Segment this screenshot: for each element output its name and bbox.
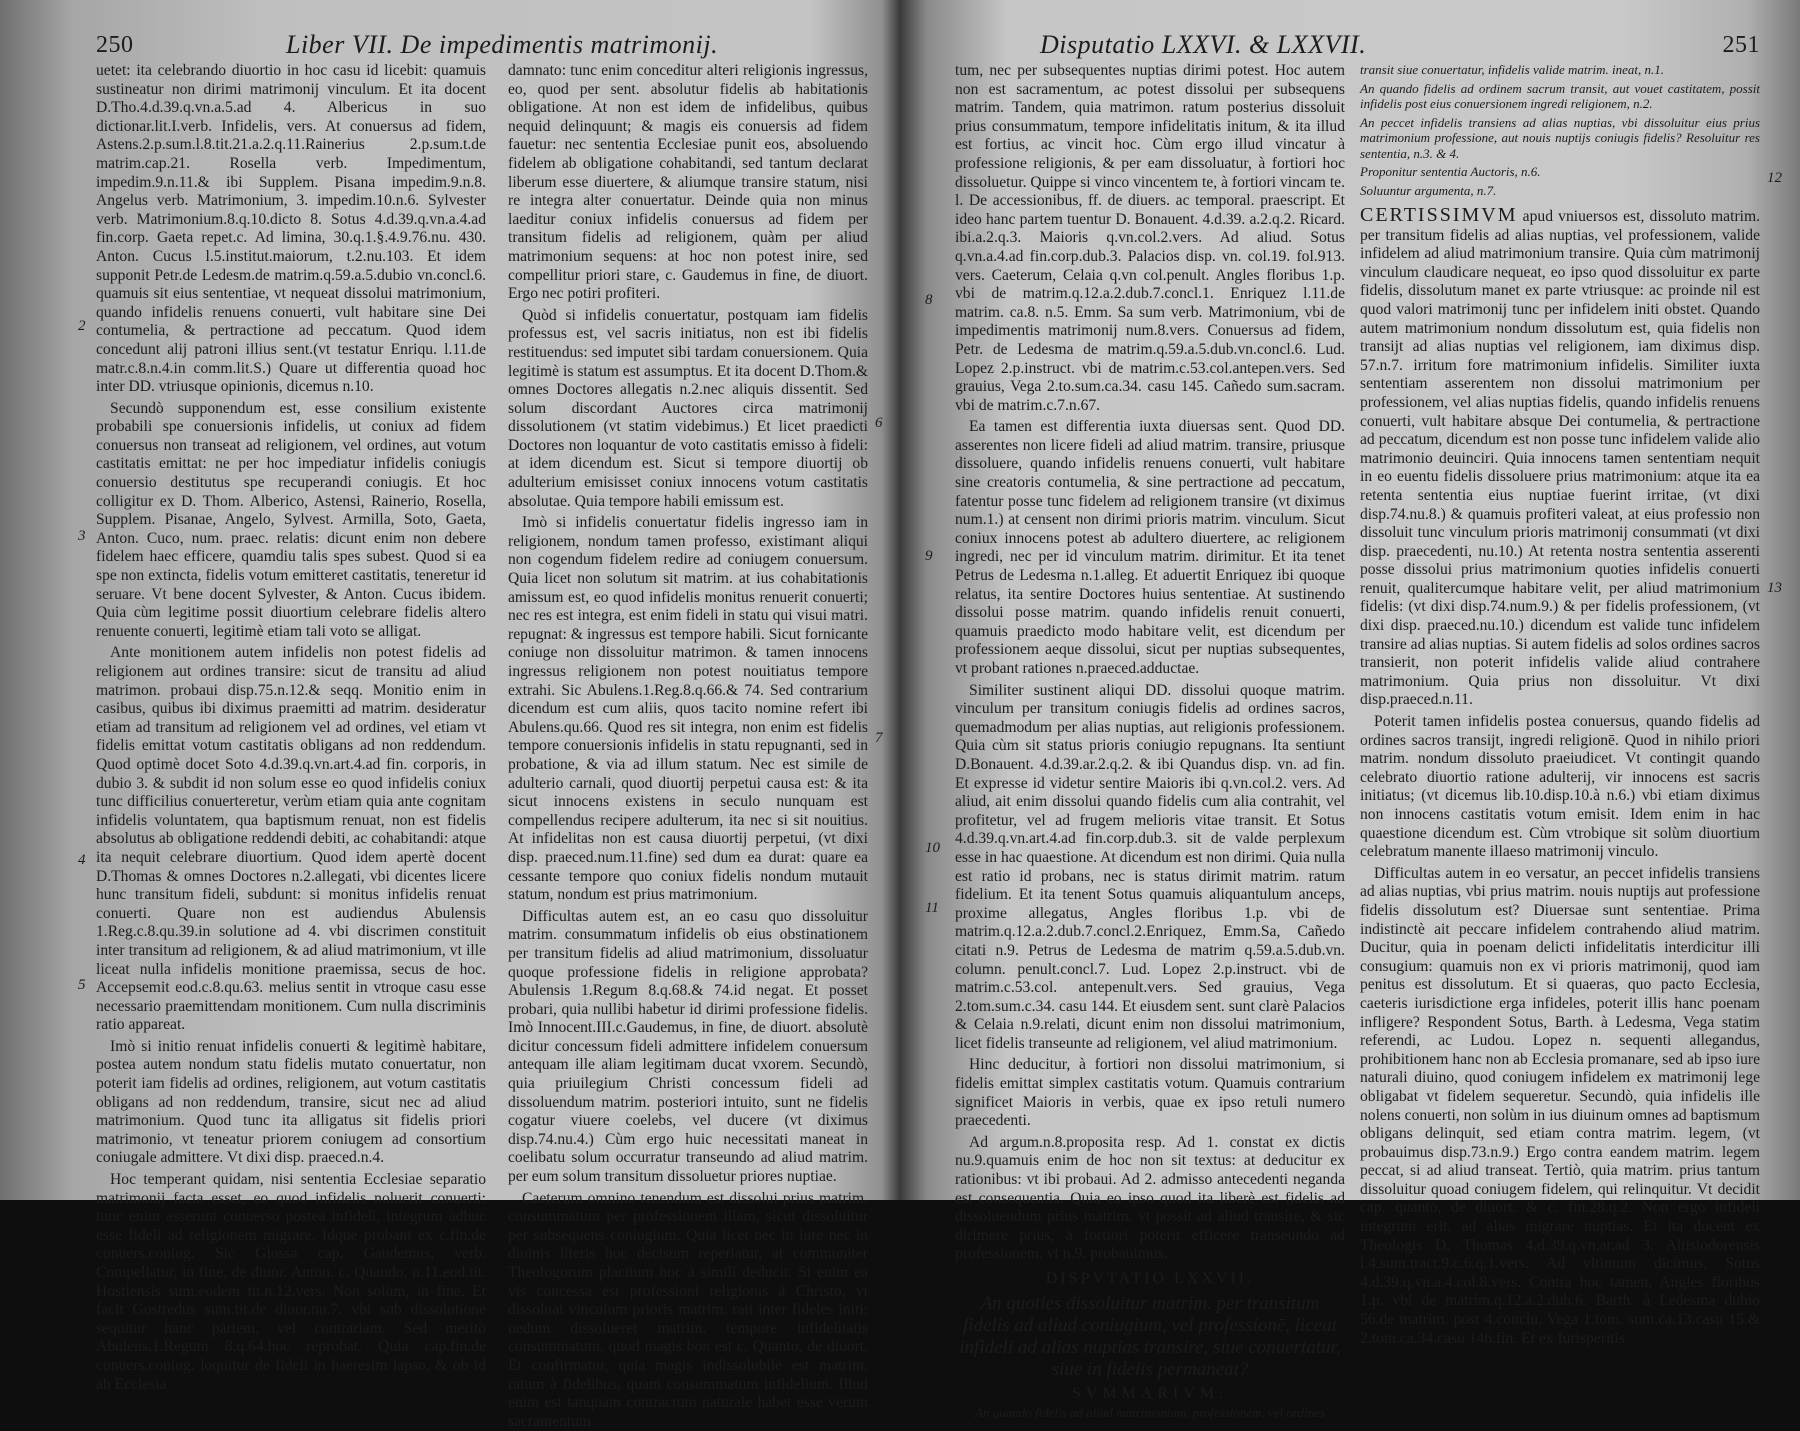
summarium-first-line: An quando fidelis ad aliud matrimonium, professionem, vel ordines xyxy=(974,1405,1326,1421)
margin-number: 8 xyxy=(925,292,933,308)
paragraph: Ea tamen est differentia iuxta diuersas sent. Quod DD. asserentes non licere fideli ad aliud matrim. transire, priusque dissoluere, quando infidelis renuens conuerti, vult habitare sine creatoris contumelia, & sine pertractione ad peccatum, fatentur posse tunc fidelem ad religionem transire (vt diximus num.1.) at censent non dirimi prioris matrim. vinculum. Sicut coniux innocens potest ab adultero diuertere, ac religionem ingredi, nec per id vinculum matrim. dirimitur. Et ita tenet Petrus de Ledesma n.1.alleg. Et aduertit Enriquez ibi quoque relatus, ita sentire Doctores huius sententiae. At sustinendo dissolui posse matrim. quando infidelis renuit conuerti, quamuis praedicto modo habitare velit, est dicendum per professionem aeque dissolui, sicut per nuptias subsequentes, vt probant rationes n.praeced.adductae. xyxy=(955,418,1345,677)
paragraph: Difficultas autem in eo versatur, an peccet infidelis transiens ad alias nuptias, vbi prius matrim. nouis nuptijs aut professione fidelis dissolutum est? Diuersae sunt sententiae. Prima indistinctè ait peccare infidelem contrahendo aliud matrim. Ducitur, quia in poenam delicti infidelitatis interdicitur illi consugium: quamuis non ex vi prioris matrimonij, quod iam penitus est dissolutum. Et si quaeras, quo pacto Ecclesia, caeteris iurisdictione erga infideles, poterit illis hanc poenam infligere? Respondent Sotus, Barth. à Ledesma, Vega statim referendi, ac Ludou. Lopez n. sequenti allegandus, prohibitionem hanc non ab Ecclesia promanare, sed ab ipso iure naturali diuino, quod coniugem infidelem ex matrimonij lege obligabat vt fidelem sequeretur. Secundò, quia infidelis ille nolens conuerti, non solùm in ius diuinum omnes ad baptismum obligans delinquit, sed etiam contra matrim. legem, (vt probauimus disp.73.n.9.) Ergo contra eandem matrim. legem peccat, si ad aliud transeat. Tertiò, quia matrim. prius tantum dissoluitur quoad coniugem fidelem, qui relinquitur. Vt decidit cap. quanto, de diuort. & c. fin.28.q.2. Non ergo infideli integrum erit, ad alias migrare nuptias. Et ita docent ex Theologis D. Thomas 4.d.39.q.vn.ar.ad 3. Altisiodorensis l.4.sum.tract.9.c.6.q.1.vers. Ad vltimum dicimus, Sotus 4.d.39.q.vn.a.4.col.8.vers. Contra hoc tamen, Angles floribus 1.p. vbi de matrim.q.12.a.2.dub.6. Barth. à Ledesma dubio 56.de matrim. post 4.conclu. Vega 1.tom. sum.ca.13.casu 15.& 2.tom.ca.34.casu 146.fin. Et ex Iurisperitis xyxy=(1360,864,1760,1347)
margin-number: 12 xyxy=(1767,170,1782,186)
paragraph: Ante monitionem autem infidelis non potest fidelis ad religionem aut ordines transire: sicut de transitu ad aliud matrimon. probaui disp.75.n.12.& seqq. Monitio enim in casibus, quibus ibi diximus praemitti ad matrim. desideratur etiam ad transitum ad religionem vel ad ordines, vel etiam vt fidelis emittat votum castitatis obligans ad non reddendum. Quod optimè docet Soto 4.d.39.q.vn.art.4.ad fin. corporis, in dubio 3. & subdit id non solum esse eo quod infidelis coniux tunc difficilius conuerteretur, verùm etiam quia ante cognitam infidelis voluntatem, qua baptismum renuat, non est fidelis absolutus ab obligatione reddendi debiti, ac cohabitandi: atque ita nequit celebrare diuortium. Quod idem apertè docent D.Thomas & omnes Doctores n.2.allegati, vbi dicentes licere hunc transitum fideli, subdunt: si monitus infidelis renuat conuerti. Quare non est audiendus Abulensis 1.Reg.c.8.qu.39.in solutione ad 4. vbi discrimen constituit inter transitum ad religionem, & ad aliud matrimonium, vt ille liceat nulla infidelis monitione praemissa, secus de hoc. Accepsemit eod.c.8.qu.63. melius sentit in vtroque casu esse necessario praemittendam monitionem. Cum nulla discriminis ratio appareat. xyxy=(96,644,486,1034)
opening-word: CERTISSIMVM xyxy=(1360,204,1518,226)
margin-number: 3 xyxy=(78,528,86,544)
paragraph: Hoc temperant quidam, nisi sententia Ecclesiae separatio matrimonij facta esset, eo quod infidelis noluerit conuerti: tunc enim asserunt conuerso postea infideli, integrum adhuc esse fideli ad religionem migrare. Idque probant ex c.fin.de conuers.coniug. Sic Glossa cap. Gaudemus, verb. Compellatur, in fine, de diuor. Anton. c. Quando, n.11.eod.tit. Hostiensis sum.eodem tit.n.12.vers. Non solùm, in fine. Et facit Gostredus sum.tit.de diuor.nu.7. vbi sub dissolutione sequitur hanc partem, vel contrariam. Sed meritò Abulens.1.Regum 8.q.64.hoc reprobat. Quia cap.fin.de conuers.coniug. loquitur de fideli in haeresim lapso, & ob id ab Ecclesia xyxy=(96,1171,486,1393)
right-page xyxy=(905,0,1800,1421)
paragraph: Caeterum omnino tenendum est dissolui prius matrim. consummatum per professionem illam, sicut dissoluitur per subsequens coniugium. Quia licet nec in iure nec in diuinis literis hoc decisum reperiatur, at communiter Theologorum placitum hoc à simili deducit. Si enim ea vis concessa est professioni religionis à Christo, vt dissoluat vinculum prioris matrim. rati inter fideles initi: nedum dissolueret matrim. tempore infidelitatis consummatum, quod magis bon est c. Quanto, de diuort. Et confirmatur, quia magis indissolubile est matrim. ratum à fidelibus, quam consummatum infidelium. Illud enim est tanquam contractum naturale habet esse verum sacramentum xyxy=(508,1189,868,1430)
paragraph: Poterit tamen infidelis postea conuersus, quando fidelis ad ordines sacros transijt, ingredi religionē. Quod in nihilo priori matrim. nondum dissoluto praeiudicet. Vt contingit quando celebrato diuortio ratione adulterij, vir innocens est sacris initiatus; (vt dicemus lib.10.disp.10.à n.6.) vbi etiam diximus non innocens castitatis votum emisit. Idem enim in hac quaestione dicendum est. Cùm vtrobique sit solùm diuortium celebratum manente illaeso matrimonij vinculo. xyxy=(1360,713,1760,861)
left-page-number: 250 xyxy=(96,32,134,58)
margin-number: 7 xyxy=(875,730,883,746)
paragraph: Similiter sustinent aliqui DD. dissolui quoque matrim. vinculum per transitum coniugis fidelis ad ordines sacros, quemadmodum per alias nuptias, aut religionis professionem. Quia cùm sit status prioris coniugio repugnans. Ita sentiunt D.Bonauent. 4.d.39.ar.2.q.2. & ibi Quandus disp. vn. ad fin. Et expresse id videtur sentire Maioris ibi q.vn.col.2. vers. Ad aliud, ait enim dissolui quando fidelis cum alia contrahit, vel profitetur, vel ad frugem melioris vitae transit. Et Sotus 4.d.39.q.vn.art.4.ad fin.corp.dub.3. sit de valde perplexum esse in hac quaestione. At dicendum est non dirimi. Quia nulla est ratio id probans, nec is status dirimit matrim. ratum fidelium. Et ita tenent Sotus quamuis aliquantulum anceps, proxime allegatus, Angles floribus 1.p. vbi de matrim.q.12.a.2.dub.7.concl.2.Enriquez, Emm.Sa, Cañedo citati n.9. Petrus de Ledesma de matrim q.59.a.5.dub.vn. column. penult.concl.7. Lud. Lopez 2.p.instruct. vbi de matrim.c.53.col. antepenult.vers. Sed grauius, Vega 2.tom.sum.c.34. casu 144. Et eiusdem sent. sunt clarè Palacios & Celaia n.9.relati, dicunt enim non dissolui matrimonium, licet fidelis transeunte ad religionem, vel aliud matrimonium. xyxy=(955,681,1345,1052)
summary-item: transit siue conuertatur, infidelis valide matrim. ineat, n.1. xyxy=(1360,62,1665,77)
disputation-77-heading: DISPVTATIO LXXVII. xyxy=(1045,1270,1255,1287)
disputation-77-question: An quoties dissoluitur matrim. per transitum fidelis ad aliud coniugium, vel professionē, liceat infideli ad alias nuptias transire, siue conuertatur, siue in fidelis permaneat? xyxy=(959,1292,1341,1380)
left-running-title: Liber VII. De impedimentis matrimonij. xyxy=(286,30,719,59)
paragraph: damnato: tunc enim conceditur alteri religionis ingressus, eo, quod per sent. absolutur fidelis ab habitationis obligatione. At non est idem de infidelibus, quibus nequid delinquunt; & magis eis conuersis ad fidem fauetur: nec sententia Ecclesiae punit eos, absoluendo fidelem ab obligatione cohabitandi, sed tantum declarat liberum esse diuertere, & aliumque transire statum, nisi re integra alter conuertatur. Deinde quia non minus laeditur coniux infidelis conuersus ad fidem per transitum fidelis ad religionem, quàm per aliud matrimonium sequens: at hoc non potest inire, sed compellitur priori stare, c. Gaudemus in fine, de diuort. Ergo nec potiri profiteri. xyxy=(508,62,868,303)
opening-text: apud vniuersos est, dissoluto matrim. per transitum fidelis ad alias nuptias, vel professionem, valide infidelem ad aliud matrimonium transire. Quia cùm matrimonij vinculum claudicare nequeat, eo ipso quod dissoluitur ex parte fidelis, dissolutum manet ex parte vtriusque: ac proinde nil est quod valori matrimonij tunc per infidelem initi obstet. Quando autem matrimonium nondum dissolutum est, quia fidelis non transijt ad alias nuptias vel religionem, iam diximus disp. 57.n.7. irritum fore matrimonium infidelis. Similiter iuxta sententiam asserentem non dissolui matrimonium per professionem, vel alias nuptias fidelis, quando infidelis renuens conuerti, vult habitare absque Dei contumelia, & pertractione ad peccatum, dicendum est non posse tunc infidelem valide alio matrimonio deuinciri. Quia innocens tamen sententiam nequit in eo euentu fidelis dissoluere prius matrimonium: atque ita ea retenta sententia eius nuptiae fuerint irritae, (vt dixi disp.74.nu.8.) & quamuis profiteri valeat, at eius professio non dissoluit tunc vinculum prioris matrimonij consummati (vt dixi disp. praecedenti, nu.10.) At retenta nostra sententia asserenti posse dissolui prius matrimonium quoties infidelis conuerti renuit, qualitercumque habitare velit, per aliud matrimonium fidelis: (vt dixi disp.74.num.9.) & per fidelis professionem, (vt dixi disp. praeced.nu.10.) dicendum est valide tunc infidelem transire ad alias nuptias. Si autem fidelis ad solos ordines sacros transierit, non poterit infidelis valide aliud contrahere matrimonium. Quia prius non dissoluitur. Vt dixi disp.praeced.n.11. xyxy=(1360,208,1760,709)
margin-number: 13 xyxy=(1767,580,1782,596)
paragraph: Imò si infidelis conuertatur fidelis ingresso iam in religionem, nondum tamen professo, existimant aliqui non cogendum fidelem redire ad coniugem conuersum. Quia licet non solutum sit matrim. at ius cohabitationis amissum est, eo quod infidelis monitus renuerit conuerti; nec res est integra, est enim fideli in statu qui visui matri. repugnat: & ingressus est tempore habili. Sicut fornicante coniuge non dissoluitur matrimon. & tamen innocens ingressus religionem non potest nouitiatus tempore extrahi. Sic Abulens.1.Reg.8.q.66.& 74. Sed contrarium dicendum est cum aliis, quos tacito nomine refert ibi Abulens.qu.66. Quod res sit integra, non enim est fidelis tempore conuersionis infidelis in statu repugnanti, sed in probatione, & via ad illum statum. Nec est simile de adulterio carnali, quod diuortij perpetui causa est: & ita sicut innocens existens in seculo nunquam est compellendus recipere adulterum, ita nec si sit nouitius. At infidelitas non est causa diuortij perpetui, (vt dixi disp. praeced.num.11.fine) sed dum ea durat: quare ea cessante tempore quo coniux fidelis nondum mutauit statum, nondum est prius matrimonium. xyxy=(508,514,868,904)
margin-number: 6 xyxy=(875,415,883,431)
margin-number: 9 xyxy=(925,548,933,564)
paragraph xyxy=(1360,206,1760,710)
right-running-title: Disputatio LXXVI. & LXXVII. xyxy=(1040,30,1367,59)
left-page xyxy=(0,0,895,1430)
paragraph: Difficultas autem est, an eo casu quo dissoluitur matrim. consummatum infidelis ob eius obstinationem per transitum fidelis ad aliud matrimonium, dissoluatur quoque professione fidelis in religione approbata? Abulensis 1.Regum 8.q.68.& 74.id negat. Et posset probari, quia nullibi habetur id dirimi professione fidelis. Imò Innocent.III.c.Gaudemus, in fine, de diuort. absolutè dicitur concessum fideli admittere infidelem conuersum antequam ille aliam legitimam ducat vxorem. Secundò, quia priuilegium Christi concessum fideli ad dissoluendum matrim. posteriori intuito, sunt ne fidelis cogatur viuere coelebs, vel ducere (vt diximus disp.74.nu.4.) Cùm ergo huic necessitati maneat in coelibatu solum occurratur transeundo ad aliud matrim. per eum solum transitum dissoluetur priores nuptiae. xyxy=(508,907,868,1186)
summary-item: Proponitur sententia Auctoris, n.6. xyxy=(1360,164,1541,179)
paragraph: Quòd si infidelis conuertatur, postquam iam fidelis professus est, vel sacris initiatus, non est ibi fidelis restituendus: sed imputet sibi tardam conuersionem. Quia legitimè is statum est assumptus. Et ita docent D.Thom.& omnes Doctores allegatis n.2.nec aliquis dissentit. Sed solum discordant Auctores circa matrimonij dissolutionem (vt statim videbimus.) Et licet praedicti Doctores non loquantur de voto castitatis emisso à fideli: at idem dicendum est. Sicut si tempore diuortij ob adulterium emisisset coniux innocens votum castitatis absolutae. Quia tempore habili emissum est. xyxy=(508,306,868,510)
right-column-2 xyxy=(1360,62,1760,1347)
summary-item: Soluuntur argumenta, n.7. xyxy=(1360,182,1497,198)
summarium-label: SVMMARIVM. xyxy=(1071,1384,1229,1402)
margin-number: 10 xyxy=(925,840,940,856)
margin-number: 5 xyxy=(78,977,86,993)
paragraph: tum, nec per subsequentes nuptias dirimi potest. Hoc autem non est sacramentum, ac potest dissolui per subsequens matrim. Tandem, quia matrimon. ratum posterius dissoluit prius consummatum, tempore infidelitatis initum, & ita illud est fortius, ac vincit hoc. Cùm ergo illud vincatur à professione religionis, & per eam dissoluatur, à fortiori hoc dissoluetur. Quippe si vinco vincentem te, à fortiori vincam te. l. De accessionibus, ff. de diuers. ac temporal. praescript. Et ideo hanc partem tuentur D. Bonauent. 4.d.39. a.2.q.2. Ricard. ibi.a.2.q.3. Maioris q.vn.col.2.vers. Ad aliud. Sotus q.vn.a.4.ad fin.corp.dub.3. Palacios disp. vn. col.19. fol.913. vers. Caeterum, Celaia q.vn col.penult. Angles floribus 1.p. vbi de matrim.q.12.a.2.dub.7.concl.1. Enriquez l.11.de matrim. ca.8. n.5. Emm. Sa sum verb. Matrimonium, vbi de impedimentis matrimonij num.8.vers. Conuersus ad fidem, Petr. de Ledesma de matrim.q.59.a.5.dub.vn.concl.6. Lud. Lopez 2.p.instruct. vbi de matrim.c.53.col.antepen.vers. Sed grauius, Vega 2.to.sum.ca.34. casu 145. Cañedo sum.sacram. vbi de matrim.c.7.n.67. xyxy=(955,62,1345,414)
paragraph: Ad argum.n.8.proposita resp. Ad 1. constat ex dictis nu.9.quamuis enim de hoc non sit textus: at deducitur ex rationibus: vt ibi probaui. Ad 2. admisso antecedenti neganda est consequentia. Quia eo ipso quod ita liberè est fidelis ad dissoluendum prius matrim. vt possit ad aliud transire, & sic dirimere prius, à fortiori poterit efficere transeundo ad professionem, vt n.9. probauimus. xyxy=(955,1133,1345,1263)
left-column-1 xyxy=(96,62,486,1393)
left-column-2 xyxy=(508,62,868,1430)
paragraph: Secundò supponendum est, esse consilium existente probabili spe conuersionis infidelis, ut coniux ad fidem conuersus non transeat ad religionem, vel ordines, aut votum castitatis emittat: ne per hoc impediatur infidelis coniugis conuersio destitutus spe recuperandi coniugis. Et hoc colligitur ex D. Thom. Alberico, Astensi, Rainerio, Rosella, Supplem. Pisanae, Angelo, Sylvest. Armilla, Soto, Gaeta, Anton. Cuco, num. praec. relatis: dicunt enim non debere fidelem haec efficere, quamdiu talis spes subest. Quod si ea spe non extincta, fidelis votum emitteret castitatis, teneretur id seruare. Vt bene docent Sylvester, & Anton. Cucus ibidem. Quia cùm legitime possit diuortium celebrare fidelis altero renuente conuerti, legitimè etiam tali voto se alligat. xyxy=(96,399,486,640)
paragraph: Hinc deducitur, à fortiori non dissolui matrimonium, si fidelis emittat simplex castitatis votum. Quamuis contrarium significet Maioris in verbis, quae ex ipso retuli numero praecedenti. xyxy=(955,1056,1345,1130)
margin-number: 11 xyxy=(925,900,939,916)
summary-item: An quando fidelis ad ordinem sacrum transit, aut vouet castitatem, possit infidelis post eius conuersionem ingredi religionem, n.2. xyxy=(1360,80,1760,111)
paragraph: uetet: ita celebrando diuortio in hoc casu id licebit: quamuis sustineatur non dirimi matrimonij vinculum. Et ita docent D.Tho.4.d.39.q.vn.a.5.ad 4. Albericus in suo dictionar.lit.I.verb. Infidelis, vers. At conuersus ad fidem, Astens.2.p.sum.l.8.tit.21.a.2.q.11.Rainerius 2.p.sum.t.de matrim.cap.21. Rosella verb. Impedimentum, impedim.9.n.11.& ibi Supplem. Pisana impedim.9.n.8. Angelus verb. Matrimonium, 3. impedim.10.n.6. Sylvester verb. Matrimonium.8.q.10.dicto 8. Sotus 4.d.39.q.vn.a.4.ad fin.corp. Gaeta repet.c. Ad limina, 30.q.1.§.4.9.76.nu. 430. Anton. Cucus l.5.institut.maiorum, t.2.nu.103. Et idem supponit Petr.de Ledesm.de matrim.q.59.a.5.dubio vn.concl.6. quamuis sit eius sententiae, vt nequeat dissolui matrimonium, quando infidelis renuens conuerti, vult habitare sine Dei contumelia, & pertractione ad peccatum. Quod idem concedunt alij patroni illius sent.(vt testatur Enriqu. l.11.de matr.c.8.n.4.in comm.lit.S.) Quare ut differentia quoad hoc inter DD. vtriusque opinionis, dicemus n.10. xyxy=(96,62,486,396)
summary-item: An peccet infidelis transiens ad alias nuptias, vbi dissoluitur eius prius matrimonium professione, aut nouis nuptijs coniugis fidelis? Resoluitur res sententia, n.3. & 4. xyxy=(1360,114,1760,161)
margin-number: 2 xyxy=(78,318,86,334)
right-page-number: 251 xyxy=(1722,32,1760,58)
margin-number: 4 xyxy=(78,852,86,868)
right-column-1 xyxy=(955,62,1345,1421)
paragraph: Imò si initio renuat infidelis conuerti & legitimè habitare, postea autem nondum statu fidelis mutato conuertatur, non poterit iam fidelis ad ordines, religionem, aut votum castitatis obligans ad non reddendum, transire, sicut nec ad aliud matrimonium. Quod tunc ita alligatus sit fidelis priori matrimonio, vt teneatur priorem coniugem ad consortium coniugale admittere. Vt dixi disp. praeced.n.4. xyxy=(96,1037,486,1167)
